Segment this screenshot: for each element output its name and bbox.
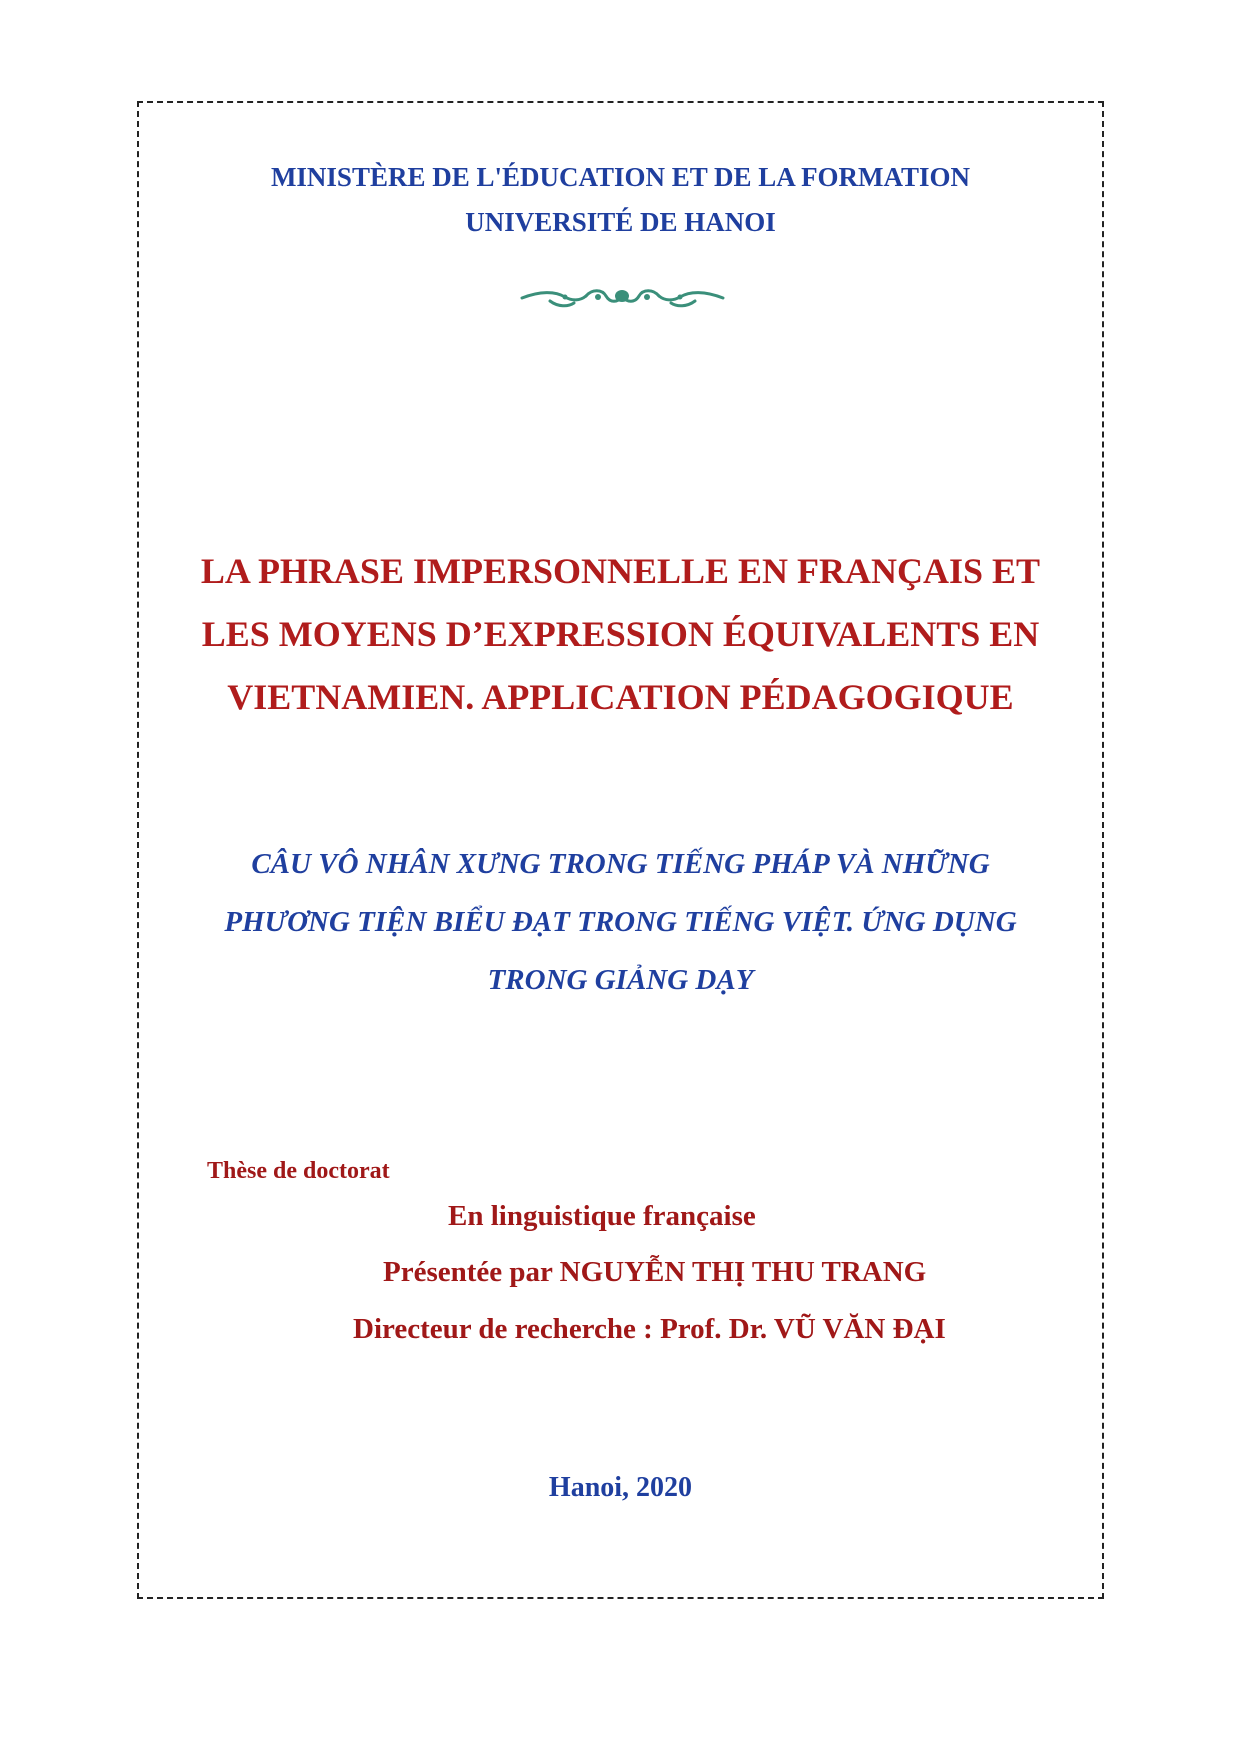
title-fr-line-3: VIETNAMIEN. APPLICATION PÉDAGOGIQUE: [227, 677, 1014, 717]
title-vi-line-2: PHƯƠNG TIỆN BIỂU ĐẠT TRONG TIẾNG VIỆT. ỨNG DỤNG: [224, 906, 1017, 938]
presented-by: Présentée par NGUYỄN THỊ THU TRANG: [383, 1256, 927, 1288]
ministry-heading: MINISTÈRE DE L'ÉDUCATION ET DE LA FORMATION: [270, 162, 971, 192]
title-vi-line-1: CÂU VÔ NHÂN XƯNG TRONG TIẾNG PHÁP VÀ NHỮNG: [251, 848, 990, 880]
title-fr-line-1: LA PHRASE IMPERSONNELLE EN FRANÇAIS ET: [200, 551, 1041, 591]
research-director: Directeur de recherche : Prof. Dr. VŨ VĂN ĐẠI: [353, 1313, 946, 1345]
thesis-type: Thèse de doctorat: [207, 1158, 390, 1184]
title-fr-line-2: LES MOYENS D’EXPRESSION ÉQUIVALENTS EN: [201, 614, 1040, 654]
decorative-flourish-icon: [520, 283, 725, 313]
place-date: Hanoi, 2020: [548, 1472, 693, 1503]
thesis-field: En linguistique française: [448, 1200, 756, 1232]
title-vi-line-3: TRONG GIẢNG DẠY: [487, 964, 754, 996]
university-heading: UNIVERSITÉ DE HANOI: [465, 207, 776, 237]
